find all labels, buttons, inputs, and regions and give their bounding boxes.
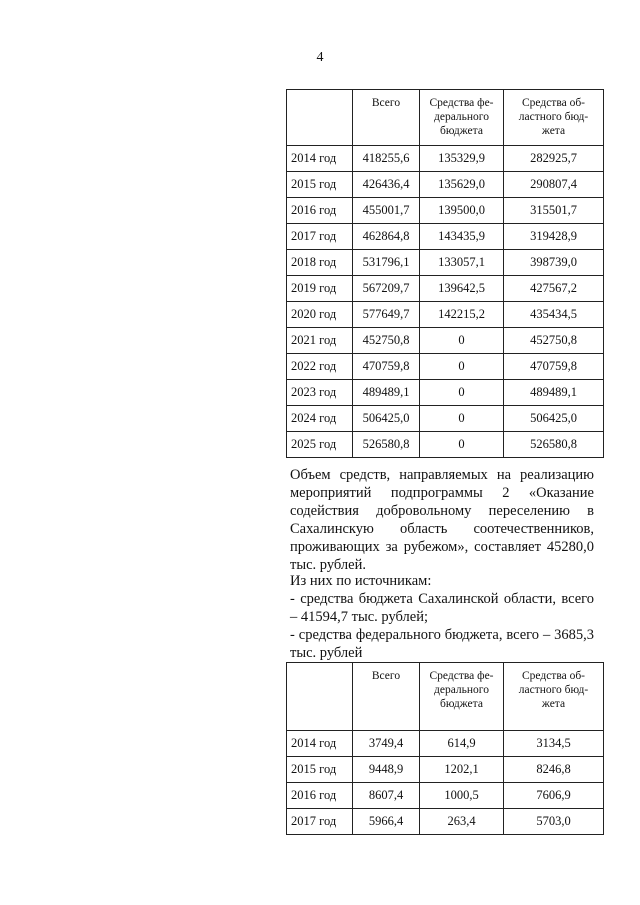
- header-cell-federal: Средства фе- дерального бюджета: [420, 663, 504, 731]
- page-number: 4: [316, 50, 324, 65]
- table-row: [287, 328, 604, 354]
- year-cell: 2022 год: [287, 354, 353, 380]
- year-cell: 2015 год: [287, 172, 353, 198]
- regional-cell: 8246,8: [504, 757, 604, 783]
- regional-cell: 427567,2: [504, 276, 604, 302]
- federal-cell: 143435,9: [420, 224, 504, 250]
- table-row: [287, 432, 604, 458]
- header-cell-year: [287, 663, 353, 731]
- table-row: [287, 809, 604, 835]
- federal-cell: 139500,0: [420, 198, 504, 224]
- regional-cell: 7606,9: [504, 783, 604, 809]
- federal-cell: 135329,9: [420, 146, 504, 172]
- paragraph-federal-source: - средства федерального бюджета, всего – 3685,3 тыс. рублей: [290, 627, 594, 661]
- regional-cell: 290807,4: [504, 172, 604, 198]
- year-cell: 2017 год: [287, 809, 353, 835]
- total-cell: 531796,1: [353, 250, 420, 276]
- paragraph-subprogram-volume: Объем средств, направляемых на реализацию мероприятий подпрограммы 2 «Оказание содействия добровольному переселению в Сахалинскую область соотечественников, проживающих за рубежом», составляет 45280,0 тыс. рублей.: [290, 467, 594, 573]
- federal-cell: 1202,1: [420, 757, 504, 783]
- regional-cell: 315501,7: [504, 198, 604, 224]
- total-cell: 577649,7: [353, 302, 420, 328]
- regional-cell: 506425,0: [504, 406, 604, 432]
- total-cell: 462864,8: [353, 224, 420, 250]
- year-cell: 2023 год: [287, 380, 353, 406]
- total-cell: 470759,8: [353, 354, 420, 380]
- regional-cell: 452750,8: [504, 328, 604, 354]
- paragraph-sources-intro: Из них по источникам:: [290, 573, 432, 589]
- table-row: [287, 146, 604, 172]
- table-row: [287, 172, 604, 198]
- total-cell: 567209,7: [353, 276, 420, 302]
- year-cell: 2016 год: [287, 198, 353, 224]
- federal-cell: 0: [420, 354, 504, 380]
- regional-cell: 5703,0: [504, 809, 604, 835]
- federal-cell: 1000,5: [420, 783, 504, 809]
- federal-cell: 0: [420, 406, 504, 432]
- year-cell: 2017 год: [287, 224, 353, 250]
- paragraph-regional-source: - средства бюджета Сахалинской области, всего – 41594,7 тыс. рублей;: [290, 591, 594, 625]
- federal-cell: 263,4: [420, 809, 504, 835]
- table-row: [287, 731, 604, 757]
- table-row: [287, 783, 604, 809]
- total-cell: 5966,4: [353, 809, 420, 835]
- year-cell: 2014 год: [287, 731, 353, 757]
- year-cell: 2016 год: [287, 783, 353, 809]
- regional-cell: 489489,1: [504, 380, 604, 406]
- federal-cell: 142215,2: [420, 302, 504, 328]
- regional-cell: 398739,0: [504, 250, 604, 276]
- table-header-row: [287, 663, 604, 731]
- year-cell: 2020 год: [287, 302, 353, 328]
- year-cell: 2018 год: [287, 250, 353, 276]
- total-cell: 506425,0: [353, 406, 420, 432]
- funding-table-subprogram-2: [286, 662, 604, 835]
- table-row: [287, 757, 604, 783]
- header-cell-year: [287, 90, 353, 146]
- regional-cell: 435434,5: [504, 302, 604, 328]
- total-cell: 8607,4: [353, 783, 420, 809]
- regional-cell: 319428,9: [504, 224, 604, 250]
- federal-cell: 0: [420, 328, 504, 354]
- funding-table-total: [286, 89, 604, 458]
- table-row: [287, 224, 604, 250]
- total-cell: 489489,1: [353, 380, 420, 406]
- regional-cell: 526580,8: [504, 432, 604, 458]
- year-cell: 2024 год: [287, 406, 353, 432]
- table-row: [287, 406, 604, 432]
- regional-cell: 3134,5: [504, 731, 604, 757]
- federal-cell: 0: [420, 432, 504, 458]
- header-cell-federal: Средства фе- дерального бюджета: [420, 90, 504, 146]
- table-row: [287, 354, 604, 380]
- table-row: [287, 276, 604, 302]
- total-cell: 455001,7: [353, 198, 420, 224]
- table-header-row: [287, 90, 604, 146]
- federal-cell: 133057,1: [420, 250, 504, 276]
- federal-cell: 0: [420, 380, 504, 406]
- total-cell: 426436,4: [353, 172, 420, 198]
- year-cell: 2019 год: [287, 276, 353, 302]
- year-cell: 2014 год: [287, 146, 353, 172]
- total-cell: 3749,4: [353, 731, 420, 757]
- header-cell-regional: Средства об- ластного бюд- жета: [504, 90, 604, 146]
- federal-cell: 139642,5: [420, 276, 504, 302]
- total-cell: 9448,9: [353, 757, 420, 783]
- table-row: [287, 302, 604, 328]
- total-cell: 452750,8: [353, 328, 420, 354]
- total-cell: 526580,8: [353, 432, 420, 458]
- federal-cell: 135629,0: [420, 172, 504, 198]
- year-cell: 2021 год: [287, 328, 353, 354]
- table-row: [287, 250, 604, 276]
- federal-cell: 614,9: [420, 731, 504, 757]
- regional-cell: 282925,7: [504, 146, 604, 172]
- header-cell-total: Всего: [353, 663, 420, 731]
- header-cell-total: Всего: [353, 90, 420, 146]
- year-cell: 2015 год: [287, 757, 353, 783]
- regional-cell: 470759,8: [504, 354, 604, 380]
- table-row: [287, 380, 604, 406]
- table-row: [287, 198, 604, 224]
- year-cell: 2025 год: [287, 432, 353, 458]
- total-cell: 418255,6: [353, 146, 420, 172]
- header-cell-regional: Средства об- ластного бюд- жета: [504, 663, 604, 731]
